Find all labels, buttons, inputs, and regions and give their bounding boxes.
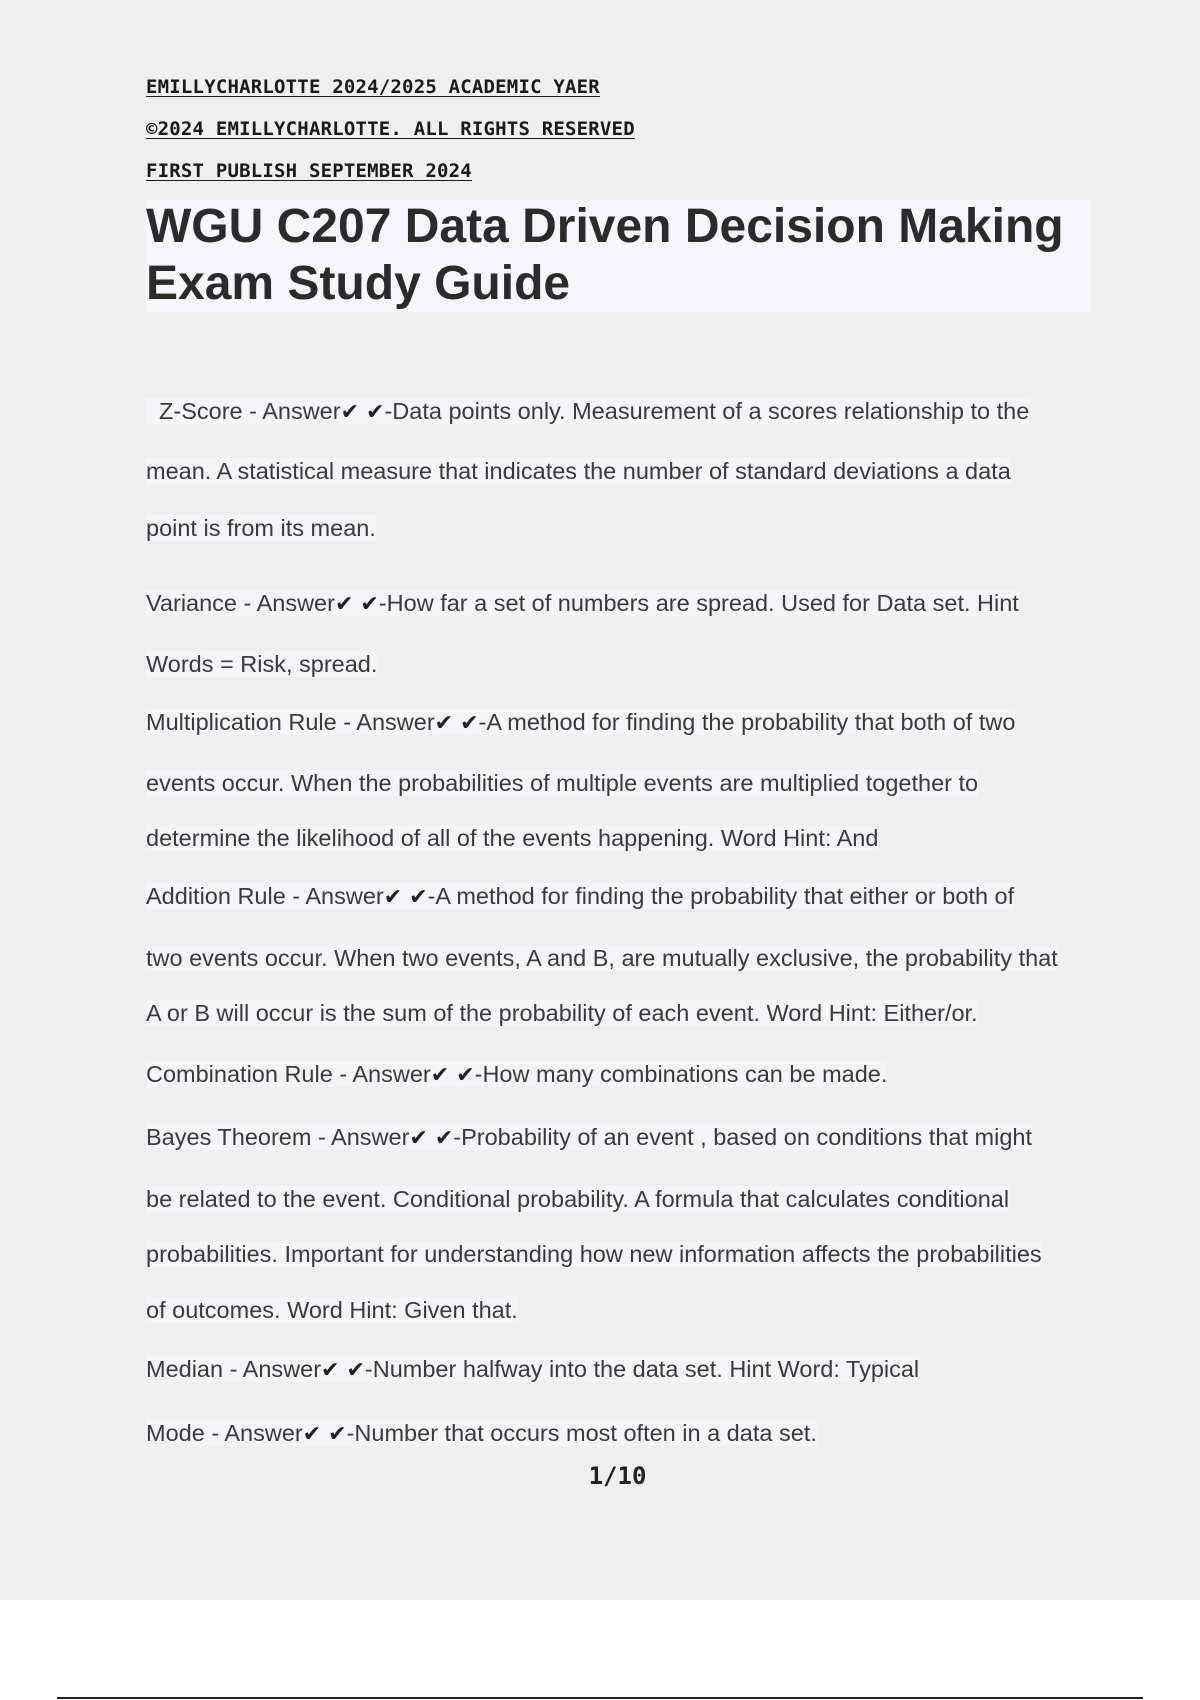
entry-line xyxy=(146,945,1058,972)
entry-line xyxy=(146,770,978,797)
checkmark-icon: ✔ ✔ xyxy=(340,400,385,425)
bottom-divider xyxy=(57,1697,1143,1699)
checkmark-icon: ✔ ✔ xyxy=(321,1358,365,1383)
entry-text: be related to the event. Conditional probability. A formula that calculates conditional xyxy=(146,1186,1010,1212)
header-academic-year: EMILLYCHARLOTTE 2024/2025 ACADEMIC YAER xyxy=(146,76,600,98)
header-copyright: ©2024 EMILLYCHARLOTTE. ALL RIGHTS RESERVED xyxy=(146,118,635,140)
entry-first-line xyxy=(146,398,1029,425)
entry-term: Z-Score - Answer xyxy=(146,398,341,424)
entry-line xyxy=(146,1241,1042,1268)
entry-line xyxy=(146,1186,1009,1213)
entry-first-line xyxy=(146,1124,1032,1151)
entry-text: -Number halfway into the data set. Hint Word: Typical xyxy=(364,1356,920,1382)
header-publish-date: FIRST PUBLISH SEPTEMBER 2024 xyxy=(146,160,472,182)
entry-text: events occur. When the probabilities of multiple events are multiplied together to xyxy=(146,770,979,796)
entry-text: -Probability of an event , based on conditions that might xyxy=(453,1124,1032,1150)
entry-term: Addition Rule - Answer xyxy=(146,883,384,909)
entry-text: determine the likelihood of all of the events happening. Word Hint: And xyxy=(146,825,879,851)
entry-line xyxy=(146,458,1011,485)
entry-text: A or B will occur is the sum of the probability of each event. Word Hint: Either/or. xyxy=(146,1000,978,1026)
page-title: WGU C207 Data Driven Decision Making Exam Study Guide xyxy=(146,200,1064,310)
entry-term: Mode - Answer xyxy=(146,1420,303,1446)
entry-line xyxy=(146,1297,518,1324)
checkmark-icon: ✔ ✔ xyxy=(334,592,379,617)
entry-first-line xyxy=(146,590,1019,617)
entry-text: probabilities. Important for understanding how new information affects the probabilities xyxy=(146,1241,1042,1267)
entry-text: point is from its mean. xyxy=(146,515,376,541)
entry-text: -Number that occurs most often in a data set. xyxy=(346,1420,817,1446)
entry-term: Multiplication Rule - Answer xyxy=(146,709,435,735)
entry-first-line xyxy=(146,709,1015,736)
entry-term: Median - Answer xyxy=(146,1356,322,1382)
entry-line xyxy=(146,515,376,542)
entry-text: two events occur. When two events, A and B, are mutually exclusive, the probability that xyxy=(146,945,1058,971)
entry-text: mean. A statistical measure that indicates the number of standard deviations a data xyxy=(146,458,1011,484)
entry-text: -How far a set of numbers are spread. Used for Data set. Hint xyxy=(378,590,1019,616)
entry-line xyxy=(146,1000,978,1027)
entry-text: of outcomes. Word Hint: Given that. xyxy=(146,1297,518,1323)
checkmark-icon: ✔ ✔ xyxy=(383,885,428,910)
entry-first-line xyxy=(146,1061,887,1088)
entry-term: Bayes Theorem - Answer xyxy=(146,1124,410,1150)
entry-text: -How many combinations can be made. xyxy=(474,1061,888,1087)
entry-text: Words = Risk, spread. xyxy=(146,651,378,677)
entry-text: -A method for finding the probability that both of two xyxy=(478,709,1016,735)
checkmark-icon: ✔ ✔ xyxy=(430,1063,475,1088)
entry-text: -Data points only. Measurement of a scores relationship to the xyxy=(384,398,1030,424)
page-number: 1/10 xyxy=(588,1462,647,1490)
entry-first-line xyxy=(146,1420,817,1447)
entry-term: Combination Rule - Answer xyxy=(146,1061,431,1087)
entry-first-line xyxy=(146,1356,919,1383)
entry-first-line xyxy=(146,883,1014,910)
checkmark-icon: ✔ ✔ xyxy=(434,711,479,736)
checkmark-icon: ✔ ✔ xyxy=(302,1422,347,1447)
entry-line xyxy=(146,651,377,678)
entry-text: -A method for finding the probability that either or both of xyxy=(427,883,1015,909)
entry-line xyxy=(146,825,878,852)
entry-term: Variance - Answer xyxy=(146,590,335,616)
checkmark-icon: ✔ ✔ xyxy=(409,1126,454,1151)
